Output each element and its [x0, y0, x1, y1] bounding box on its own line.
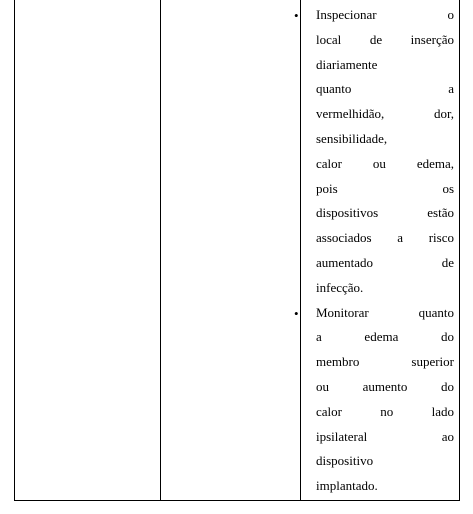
- word: vermelhidão,: [316, 106, 385, 122]
- word: a: [316, 329, 322, 345]
- word: aumentado: [316, 254, 374, 270]
- text-line: [316, 152, 454, 177]
- word: dispositivo: [316, 453, 374, 469]
- text-line: [316, 127, 454, 152]
- text-line: [316, 301, 454, 326]
- word: inserção: [410, 31, 454, 47]
- text-line: [316, 425, 454, 450]
- word: membro: [316, 354, 360, 370]
- text-line: [316, 350, 454, 375]
- word: do: [440, 329, 454, 345]
- word: de: [441, 254, 454, 270]
- word: diariamente: [316, 56, 378, 72]
- word: Inspecionar: [316, 7, 377, 22]
- word: superior: [411, 354, 454, 370]
- word: quanto: [418, 304, 454, 320]
- word: dispositivos: [316, 205, 379, 221]
- text-line: [316, 28, 454, 53]
- text-line: [316, 177, 454, 202]
- word: infecção.: [316, 279, 364, 295]
- word: aumento: [362, 378, 408, 394]
- text-line: [316, 226, 454, 251]
- word: edema,: [416, 155, 454, 171]
- text-line: [316, 3, 454, 28]
- text-line: [316, 400, 454, 425]
- column-divider-1: [160, 0, 161, 500]
- word: local: [316, 31, 342, 47]
- text-line: [316, 102, 454, 127]
- word: a: [448, 81, 454, 97]
- word: calor: [316, 155, 342, 171]
- text-line: [316, 449, 454, 474]
- word: implantado.: [316, 478, 378, 494]
- word: o: [447, 7, 454, 22]
- bullet-icon: •: [294, 8, 299, 23]
- word: ipsilateral: [316, 428, 368, 444]
- text-line: [316, 276, 454, 301]
- word: Monitorar: [316, 304, 369, 320]
- word: calor: [316, 403, 342, 419]
- intervention-item: [294, 3, 454, 301]
- text-line: [316, 201, 454, 226]
- word: os: [442, 180, 454, 196]
- text-line: [316, 53, 454, 78]
- text-line: [316, 77, 454, 102]
- word: ou: [372, 155, 386, 171]
- word: a: [397, 230, 404, 246]
- word: pois: [316, 180, 338, 196]
- text-line: [316, 251, 454, 276]
- word: no: [380, 403, 394, 419]
- word: ao: [441, 428, 454, 444]
- word: dor,: [433, 106, 454, 122]
- nursing-interventions-list: [294, 3, 454, 499]
- word: de: [369, 31, 383, 47]
- word: ou: [316, 378, 329, 394]
- text-line: [316, 375, 454, 400]
- word: estão: [427, 205, 454, 221]
- word: sensibilidade,: [316, 130, 388, 146]
- word: edema: [364, 329, 399, 345]
- word: lado: [431, 403, 454, 419]
- column-divider-2: [300, 0, 301, 500]
- bullet-icon: •: [294, 305, 299, 321]
- text-line: [316, 474, 454, 499]
- text-line: [316, 325, 454, 350]
- word: associados: [316, 230, 372, 246]
- word: quanto: [316, 81, 352, 97]
- intervention-item: [294, 301, 454, 499]
- word: do: [440, 378, 454, 394]
- word: risco: [428, 230, 454, 246]
